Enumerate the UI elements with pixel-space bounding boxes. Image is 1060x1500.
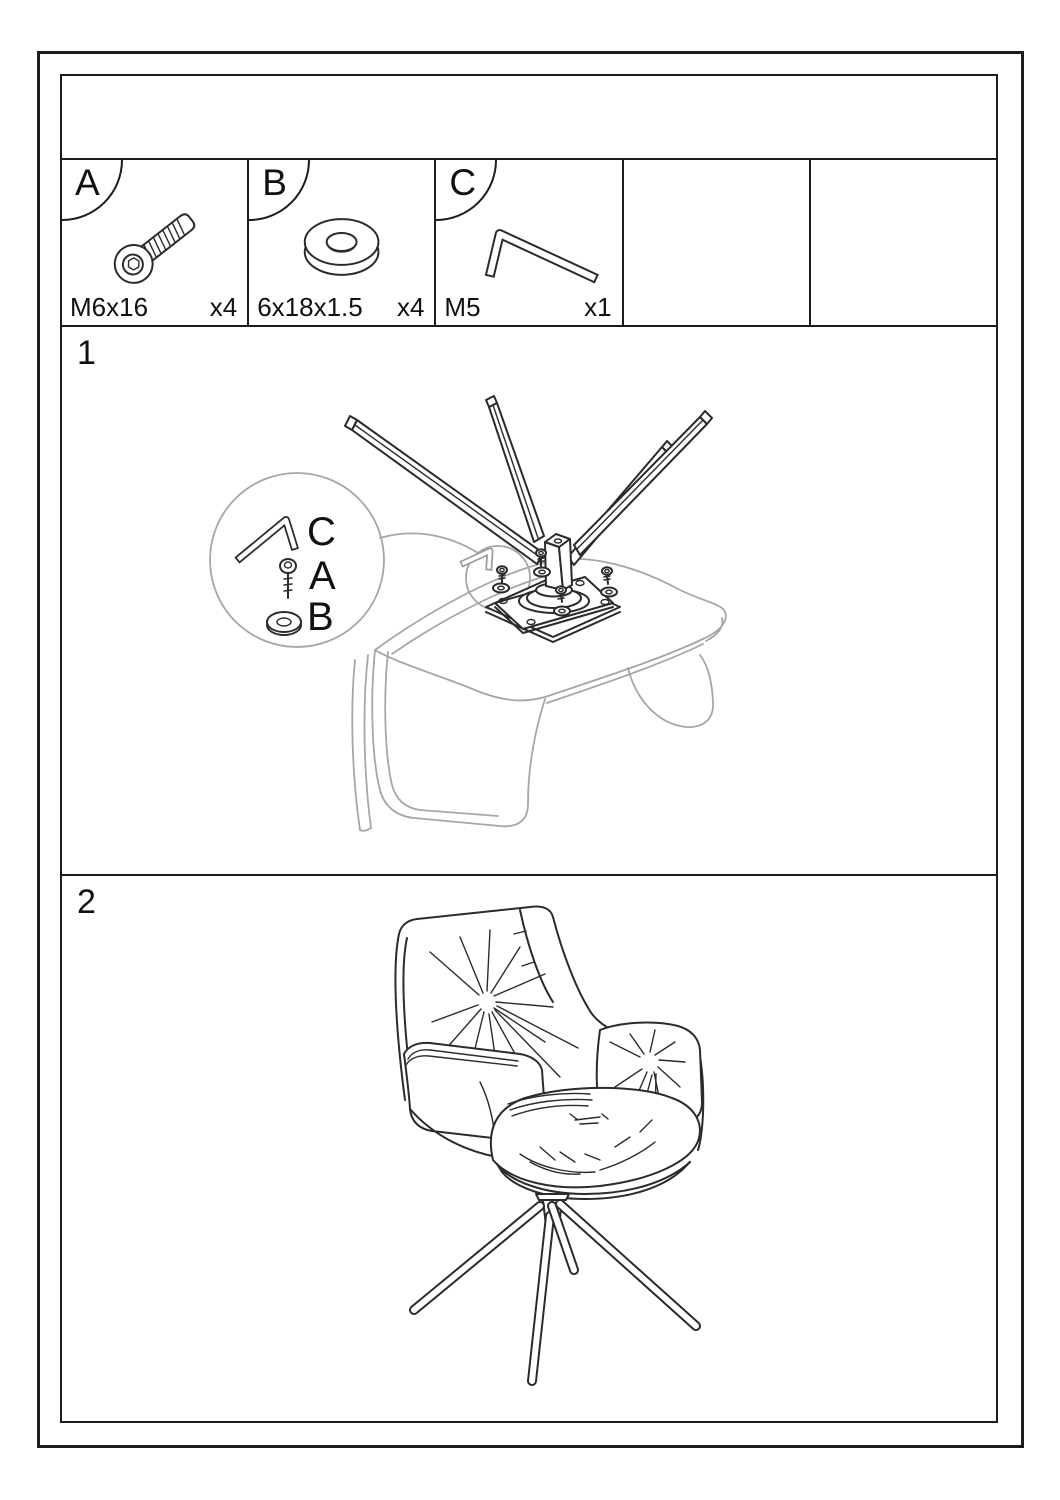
bolt-callout-icon: [280, 559, 296, 598]
bolt-right: [601, 567, 617, 596]
title-box: [62, 76, 996, 160]
part-cell-empty-2: [811, 160, 996, 325]
part-letter: C: [449, 162, 477, 203]
part-cell-b: [249, 160, 436, 325]
part-qty: x1: [584, 292, 612, 323]
step-2-panel: [62, 876, 996, 1421]
step-number: 2: [77, 883, 96, 921]
bolt-label: A: [309, 554, 336, 598]
step-1-assembly-diagram: [62, 327, 996, 874]
part-spec: M6x16: [70, 292, 149, 323]
leg-assembly: [345, 396, 712, 590]
hex-key-small: [464, 551, 490, 567]
hex-key-callout-icon: [240, 520, 294, 558]
callout-leader-line: [380, 533, 478, 553]
hex-key-label: C: [307, 510, 336, 554]
assembled-chair-illustration: [62, 876, 996, 1421]
part-letter: A: [75, 162, 100, 203]
part-cell-a: [62, 160, 249, 325]
part-letter: B: [262, 162, 287, 203]
part-qty: x4: [209, 292, 238, 323]
part-qty: x4: [396, 292, 425, 323]
part-cell-empty-1: [624, 160, 811, 325]
washer-callout-icon: [267, 612, 301, 635]
parts-row: [62, 160, 996, 327]
chair-seat-cushion: [491, 1088, 700, 1199]
part-cell-c: [436, 160, 623, 325]
chair-swivel-base: [414, 1194, 696, 1381]
part-spec: 6x18x1.5: [257, 292, 363, 323]
part-spec: M5: [444, 292, 481, 323]
detail-bubble: [210, 473, 384, 647]
content-table: [60, 74, 998, 1423]
step-1-panel: [62, 327, 996, 876]
chair-leg-front-long: [532, 1216, 550, 1381]
chair-leg-right: [560, 1204, 696, 1326]
washer-label: B: [307, 595, 334, 639]
chair-leg-left: [414, 1206, 540, 1310]
step-number: 1: [77, 334, 96, 372]
